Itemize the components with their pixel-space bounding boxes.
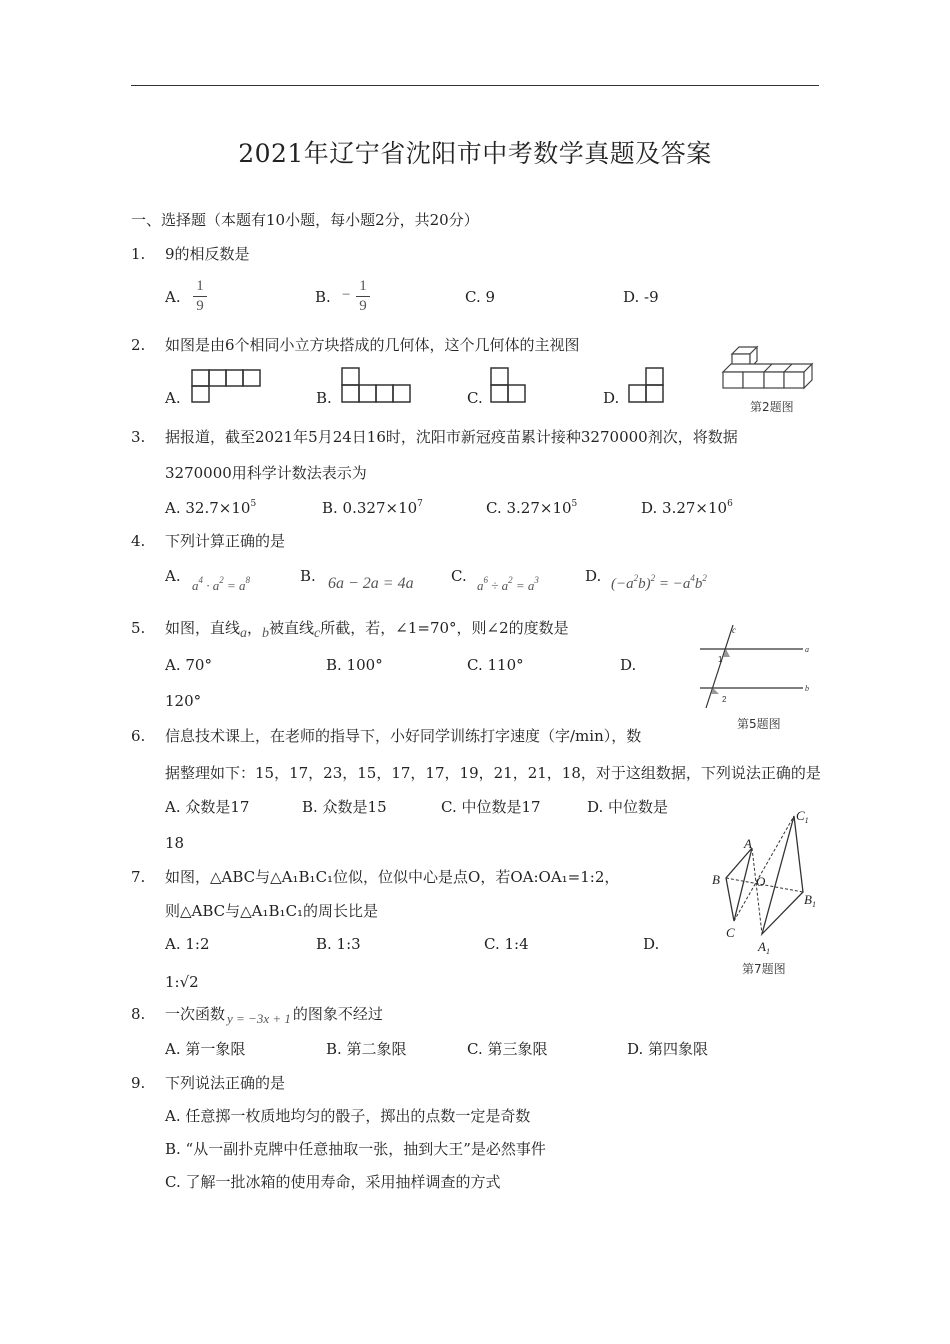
q5-var-b: b (262, 626, 270, 641)
q2-option-b-figure (340, 366, 412, 406)
q2-stem: 如图是由6个相同小立方块搭成的几何体，这个几何体的主视图 (165, 336, 580, 354)
q3-option-a (165, 498, 256, 518)
q1-option-b-numerator: 1 (359, 278, 367, 294)
q5-var-a: a (240, 626, 248, 641)
q6-number: 6. (131, 727, 146, 745)
q5-option-d-value: 120° (165, 692, 202, 710)
q1-option-b-label: B. (315, 288, 331, 306)
svg-text:C1: $C_1$ (796, 808, 809, 825)
q2-option-b-label: B. (316, 389, 332, 407)
q4-option-a-expression: $a^4 \cdot a^2 = a^8$ (192, 575, 251, 593)
svg-text:O: O (756, 874, 766, 889)
q5-number: 5. (131, 619, 146, 637)
q7-number: 7. (131, 868, 146, 886)
q1-option-a-numerator: 1 (196, 278, 204, 294)
q8-number: 8. (131, 1005, 146, 1023)
q6-option-b: B. 众数是15 (302, 798, 387, 816)
q5-fig-label-a: a (805, 645, 809, 654)
q5-fig-label-b: b (805, 684, 809, 693)
q3-option-c-exponent: 5 (571, 499, 578, 509)
q5-fig-angle-2: 2 (722, 695, 727, 704)
q8-stem-part2: 的图象不经过 (292, 1005, 383, 1023)
q3-stem-line1: 据报道，截至2021年5月24日16时，沈阳市新冠疫苗累计接种3270000剂次，将数据 (165, 428, 738, 446)
q8-option-a: A. 第一象限 (165, 1040, 246, 1058)
q5-figure-caption: 第5题图 (737, 717, 781, 731)
q3-number: 3. (131, 428, 146, 446)
q3-option-d-exponent: 6 (727, 499, 733, 509)
q1-stem: 9的相反数是 (165, 245, 250, 263)
q2-option-c-label: C. (467, 389, 483, 407)
q1-option-b-denominator: 9 (359, 298, 367, 314)
q7-option-b: B. 1:3 (316, 935, 361, 953)
q3-option-c-base: C. 3.27×10 (486, 499, 572, 517)
page-title: 2021年辽宁省沈阳市中考数学真题及答案 (238, 139, 712, 168)
q1-number: 1. (131, 245, 146, 263)
q8-option-c: C. 第三象限 (467, 1040, 548, 1058)
q6-option-d: D. 中位数是 (587, 798, 669, 816)
q8-stem (165, 1004, 383, 1029)
q2-option-a-label: A. (165, 389, 181, 407)
q5-option-d: D. (620, 656, 637, 674)
q5-option-c: C. 110° (467, 656, 524, 674)
q1-option-c: C. 9 (465, 288, 496, 306)
section-heading: 一、选择题（本题有10小题，每小题2分，共20分） (131, 211, 479, 229)
q5-stem (165, 618, 569, 644)
q5-fig-angle-1: 1 (718, 655, 723, 664)
q4-option-c-label: C. (451, 567, 467, 585)
q7-option-d: D. (643, 935, 660, 953)
q3-option-d-base: D. 3.27×10 (641, 499, 728, 517)
q4-option-d-expression: $(-a^2b)^2 = -a^4b^2$ (611, 573, 707, 592)
q7-option-d-value: 1:√2 (165, 973, 199, 991)
q5-option-a: A. 70° (165, 656, 212, 674)
q1-option-b-sign: − (342, 287, 351, 303)
q7-stem-line1: 如图，△ABC与△A₁B₁C₁位似，位似中心是点O，若OA:OA₁=1:2， (165, 868, 620, 886)
q4-option-c-expression: $a^6 \div a^2 = a^3$ (477, 575, 539, 593)
q4-option-b-expression: 6a − 2a = 4a (328, 575, 414, 592)
q3-option-c (486, 498, 577, 518)
svg-text:A: A (744, 836, 752, 851)
q9-stem: 下列说法正确的是 (165, 1074, 286, 1092)
q7-option-a: A. 1:2 (165, 935, 210, 953)
q6-stem-line2: 据整理如下：15，17，23，15，17，17，19，21，21，18，对于这组数据，下列说法正确的是 (165, 764, 821, 782)
q6-stem-line1: 信息技术课上，在老师的指导下，小好同学训练打字速度（字/min），数 (165, 727, 642, 745)
q3-option-d (641, 498, 733, 518)
q7-figure-caption: 第7题图 (742, 962, 786, 976)
q8-function-expression: y = −3x + 1 (227, 1011, 291, 1026)
q5-parallel-lines-figure (693, 622, 818, 710)
q6-option-d-value: 18 (165, 834, 185, 852)
q6-option-c: C. 中位数是17 (441, 798, 541, 816)
q7-similar-triangles-figure (706, 806, 824, 956)
q2-geometric-solid-figure (720, 342, 820, 394)
q4-option-d-label: D. (585, 567, 602, 585)
q2-figure-caption: 第2题图 (750, 400, 794, 414)
q9-option-c: C. 了解一批冰箱的使用寿命，采用抽样调查的方式 (165, 1173, 501, 1191)
q4-stem: 下列计算正确的是 (165, 532, 286, 550)
q3-option-b-exponent: 7 (417, 499, 423, 509)
top-rule (131, 85, 819, 86)
q2-option-d-figure (627, 366, 667, 406)
q4-option-b-label: B. (300, 567, 316, 585)
q2-number: 2. (131, 336, 146, 354)
q5-option-b: B. 100° (326, 656, 383, 674)
q7-stem-line2: 则△ABC与△A₁B₁C₁的周长比是 (165, 902, 379, 920)
q8-option-b: B. 第二象限 (326, 1040, 407, 1058)
q3-option-a-exponent: 5 (250, 499, 257, 509)
q5-stem-part3: 所截，若，∠1=70°，则∠2的度数是 (320, 619, 569, 637)
q4-option-a-label: A. (165, 567, 181, 585)
q9-option-a: A. 任意掷一枚质地均匀的骰子，掷出的点数一定是奇数 (165, 1107, 531, 1125)
svg-text:B: B (712, 872, 720, 887)
q2-option-c-figure (489, 366, 529, 406)
q5-var-c: c (314, 626, 321, 641)
q3-option-b (322, 498, 423, 518)
q1-option-b-fraction (356, 278, 370, 315)
q9-option-b: B. “从一副扑克牌中任意抽取一张，抽到大王”是必然事件 (165, 1140, 546, 1158)
svg-text:C: C (726, 925, 735, 940)
q5-stem-part2: 被直线 (269, 619, 315, 637)
svg-text:A1: $A_1$ (758, 939, 770, 956)
q8-option-d: D. 第四象限 (627, 1040, 709, 1058)
q6-option-a: A. 众数是17 (165, 798, 250, 816)
q9-number: 9. (131, 1074, 146, 1092)
q2-option-a-figure (190, 368, 262, 406)
q7-option-c: C. 1:4 (484, 935, 529, 953)
q2-option-d-label: D. (603, 389, 620, 407)
q4-number: 4. (131, 532, 146, 550)
q5-stem-sep: ， (247, 619, 263, 637)
q3-stem-line2: 3270000用科学计数法表示为 (165, 464, 367, 482)
q8-stem-part1: 一次函数 (165, 1005, 226, 1023)
svg-text:B1: $B_1$ (804, 892, 816, 909)
q3-option-a-base: A. 32.7×10 (165, 499, 251, 517)
q3-option-b-base: B. 0.327×10 (322, 499, 418, 517)
q1-option-d: D. -9 (623, 288, 659, 306)
q1-option-a-fraction (193, 278, 207, 315)
q5-fig-label-c: c (732, 625, 736, 635)
q1-option-a-denominator: 9 (196, 298, 204, 314)
q5-stem-part1: 如图，直线 (165, 619, 241, 637)
q1-option-a-label: A. (165, 288, 181, 306)
